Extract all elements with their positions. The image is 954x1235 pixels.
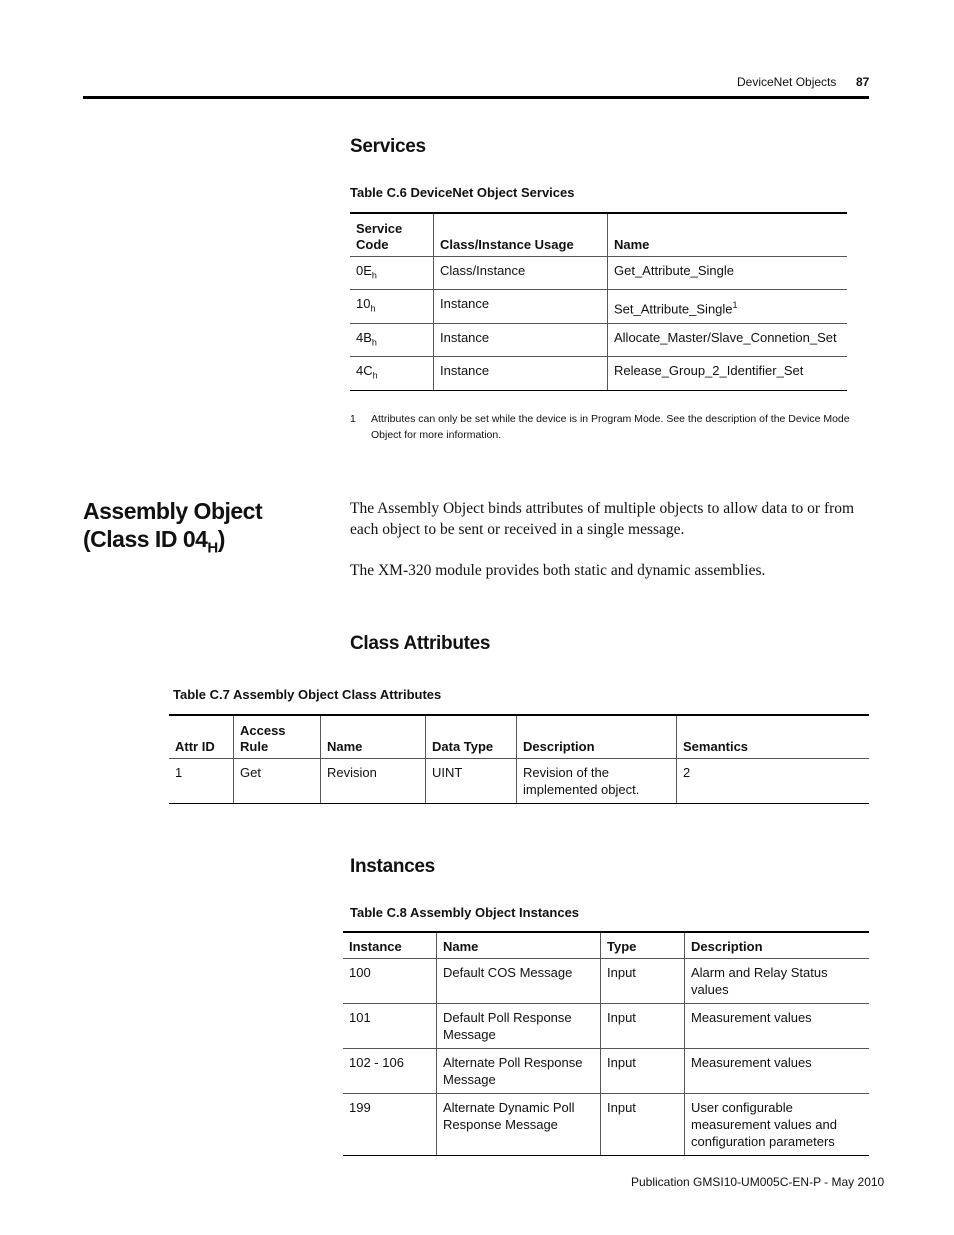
service-code (350, 290, 434, 324)
services-col-code-label: Service Code (356, 220, 403, 252)
class-attr-col-name: Name (321, 715, 426, 758)
instances-col-instance: Instance (343, 932, 437, 958)
assembly-paragraph-1: The Assembly Object binds attributes of multiple objects to allow data to or from each object to be sent or received in a single message. (350, 500, 855, 538)
instances-table-caption: Table C.8 Assembly Object Instances (350, 905, 580, 920)
table-row (169, 758, 869, 803)
service-usage: Instance (434, 357, 608, 391)
instances-heading: Instances (350, 856, 435, 877)
class-attributes-heading: Class Attributes (350, 633, 491, 654)
table-row (350, 290, 847, 324)
running-header-section: DeviceNet Objects (737, 75, 837, 89)
instance-type: Input (601, 1003, 685, 1048)
instances-table (343, 931, 869, 1156)
assembly-heading-line2 (83, 525, 262, 563)
service-name: Allocate_Master/Slave_Connetion_Set (608, 323, 848, 357)
instance-description: User configurable measurement values and configuration parameters (685, 1093, 870, 1155)
instance-description: Alarm and Relay Status values (685, 958, 870, 1003)
class-attr-id: 1 (169, 758, 234, 803)
service-code-subscript: h (372, 370, 378, 381)
class-attr-semantics: 2 (677, 758, 870, 803)
service-code-value: 4C (356, 363, 373, 379)
instances-col-type: Type (601, 932, 685, 958)
service-code-value: 10 (356, 296, 371, 312)
service-name: Get_Attribute_Single (608, 256, 848, 290)
assembly-heading-subscript: H (207, 539, 218, 557)
services-heading: Services (350, 136, 426, 157)
services-table (350, 212, 847, 391)
instance-id: 102 - 106 (343, 1048, 437, 1093)
instance-name: Default Poll Response Message (437, 1003, 601, 1048)
instances-col-description: Description (685, 932, 870, 958)
class-attr-access: Get (234, 758, 321, 803)
instance-name: Default COS Message (437, 958, 601, 1003)
footnote-number: 1 (350, 413, 356, 425)
service-name-value: Set_Attribute_Single (614, 301, 733, 317)
instance-id: 101 (343, 1003, 437, 1048)
services-table-caption: Table C.6 DeviceNet Object Services (350, 185, 575, 200)
service-usage: Instance (434, 290, 608, 324)
service-code (350, 357, 434, 391)
instance-type: Input (601, 1048, 685, 1093)
class-attr-col-id: Attr ID (169, 715, 234, 758)
service-name (608, 290, 848, 324)
assembly-heading-line1: Assembly Object (83, 498, 263, 524)
services-col-code (350, 213, 434, 256)
assembly-heading-close: ) (217, 526, 225, 552)
table-row (343, 958, 869, 1003)
instance-description: Measurement values (685, 1003, 870, 1048)
service-usage: Instance (434, 323, 608, 357)
class-attr-type: UINT (426, 758, 517, 803)
table-row (350, 256, 847, 290)
header-rule (83, 96, 869, 99)
service-code (350, 323, 434, 357)
instances-col-name: Name (437, 932, 601, 958)
table-row (343, 1093, 869, 1155)
table-row (343, 1003, 869, 1048)
assembly-object-heading (83, 497, 262, 563)
instance-id: 199 (343, 1093, 437, 1155)
class-attributes-table (169, 714, 869, 804)
service-usage: Class/Instance (434, 256, 608, 290)
assembly-paragraph-2: The XM-320 module provides both static and dynamic assemblies. (350, 562, 766, 579)
footnote-text: Attributes can only be set while the device is in Program Mode. See the description of the Device Mode Object for more information. (371, 413, 850, 441)
class-attr-col-semantics: Semantics (677, 715, 870, 758)
service-code-subscript: h (370, 303, 376, 314)
assembly-heading-class-id: (Class ID 04 (83, 526, 208, 552)
service-code-subscript: h (371, 337, 377, 348)
class-attributes-table-caption: Table C.7 Assembly Object Class Attributes (173, 687, 442, 702)
services-col-usage: Class/Instance Usage (434, 213, 608, 256)
service-name: Release_Group_2_Identifier_Set (608, 357, 848, 391)
class-attr-description: Revision of the implemented object. (517, 758, 677, 803)
service-code-value: 4B (356, 329, 372, 345)
instance-id: 100 (343, 958, 437, 1003)
instance-name: Alternate Dynamic Poll Response Message (437, 1093, 601, 1155)
publication-footer: Publication GMSI10-UM005C-EN-P - May 2010 (631, 1175, 885, 1189)
instance-type: Input (601, 958, 685, 1003)
class-attr-col-description: Description (517, 715, 677, 758)
class-attr-col-access: Access Rule (234, 715, 321, 758)
service-code-subscript: h (371, 270, 377, 281)
table-row (350, 323, 847, 357)
page-number: 87 (856, 75, 870, 89)
table-row (350, 357, 847, 391)
services-col-name: Name (608, 213, 848, 256)
service-code (350, 256, 434, 290)
class-attr-col-type: Data Type (426, 715, 517, 758)
footnote-reference: 1 (732, 300, 738, 311)
class-attr-name: Revision (321, 758, 426, 803)
instance-name: Alternate Poll Response Message (437, 1048, 601, 1093)
instance-type: Input (601, 1093, 685, 1155)
instance-description: Measurement values (685, 1048, 870, 1093)
table-row (343, 1048, 869, 1093)
service-code-value: 0E (356, 262, 372, 278)
